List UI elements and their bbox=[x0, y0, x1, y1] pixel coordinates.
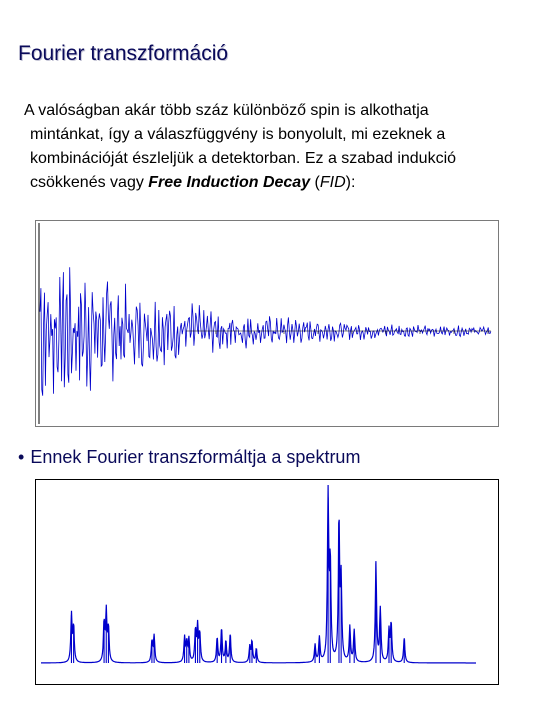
bullet-icon: • bbox=[18, 447, 25, 467]
paragraph-paren-close: ): bbox=[345, 174, 356, 191]
spectrum-bullet bbox=[18, 447, 360, 468]
spectrum-bullet-text: Ennek Fourier transzformáltja a spektrum bbox=[30, 447, 361, 467]
slide-title: Fourier transzformáció bbox=[18, 42, 229, 65]
paragraph-line-4 bbox=[24, 171, 524, 195]
fid-signal-plot bbox=[35, 220, 499, 427]
paragraph-line-4-prefix: csökkenés vagy bbox=[30, 174, 149, 191]
fid-signal-svg bbox=[36, 221, 498, 426]
fid-waveform bbox=[40, 267, 491, 395]
nmr-spectrum-svg bbox=[36, 480, 498, 684]
free-induction-decay-term: Free Induction Decay bbox=[148, 174, 311, 191]
nmr-spectrum-plot bbox=[35, 479, 499, 685]
paragraph-line-2: mintánkat, így a válaszfüggvény is bonyolult, mi ezeknek a bbox=[30, 126, 446, 143]
fid-abbreviation: FID bbox=[319, 174, 346, 191]
paragraph-line-1: A valóságban akár több száz különböző spin is alkothatja bbox=[24, 102, 429, 119]
paragraph-paren-open: ( bbox=[310, 174, 320, 191]
paragraph-line-3: kombinációját észleljük a detektorban. Ez a szabad indukció bbox=[30, 150, 457, 167]
intro-paragraph bbox=[24, 99, 524, 195]
